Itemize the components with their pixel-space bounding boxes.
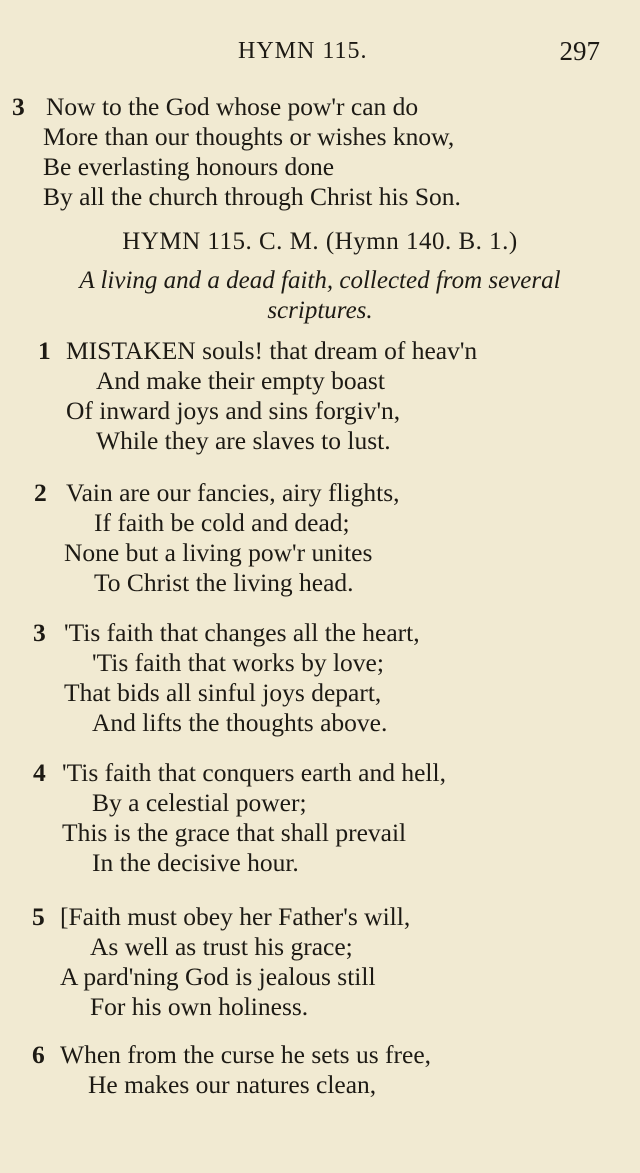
stanza-number: 1 bbox=[38, 336, 51, 365]
stanza-number: 2 bbox=[34, 478, 47, 507]
hymn-heading bbox=[0, 226, 640, 258]
stanza-number: 3 bbox=[12, 92, 25, 121]
verse-line: Be everlasting honours done bbox=[43, 152, 335, 181]
verse-line: More than our thoughts or wishes know, bbox=[43, 122, 455, 151]
verse-line: If faith be cold and dead; bbox=[94, 508, 350, 537]
verse-line: In the decisive hour. bbox=[92, 848, 299, 877]
hymn-subtitle-line1: A living and a dead faith, collected from several bbox=[79, 267, 561, 294]
stanza-number: 6 bbox=[32, 1040, 45, 1069]
verse-line: And lifts the thoughts above. bbox=[92, 708, 388, 737]
verse-line: Now to the God whose pow'r can do bbox=[46, 92, 419, 121]
stanza-number: 3 bbox=[33, 618, 46, 647]
verse-line: 'Tis faith that works by love; bbox=[92, 648, 384, 677]
verse-line: For his own holiness. bbox=[90, 992, 309, 1021]
verse-line: That bids all sinful joys depart, bbox=[64, 678, 382, 707]
verse-line: 'Tis faith that conquers earth and hell, bbox=[62, 758, 446, 787]
verse-line: While they are slaves to lust. bbox=[96, 426, 391, 455]
verse-line: Vain are our fancies, airy flights, bbox=[66, 478, 400, 507]
running-head-title: HYMN 115. bbox=[238, 38, 368, 64]
verse-line: None but a living pow'r unites bbox=[64, 538, 373, 567]
hymn-subtitle-line2: scriptures. bbox=[267, 297, 373, 324]
verse-line: This is the grace that shall prevail bbox=[62, 818, 407, 847]
hymn-title: HYMN 115. C. M. (Hymn 140. B. 1.) bbox=[122, 228, 518, 255]
verse-line: As well as trust his grace; bbox=[90, 932, 353, 961]
verse-line: And make their empty boast bbox=[96, 366, 385, 395]
verse-line: MISTAKEN souls! that dream of heav'n bbox=[66, 336, 478, 365]
verse-line: By all the church through Christ his Son. bbox=[43, 182, 461, 211]
verse-line: Of inward joys and sins forgiv'n, bbox=[66, 396, 401, 425]
verse-line: A pard'ning God is jealous still bbox=[60, 962, 376, 991]
stanza-number: 4 bbox=[33, 758, 46, 787]
verse-line: When from the curse he sets us free, bbox=[60, 1040, 432, 1069]
verse-line: He makes our natures clean, bbox=[88, 1070, 377, 1099]
verse-line: To Christ the living head. bbox=[94, 568, 354, 597]
verse-line: [Faith must obey her Father's will, bbox=[60, 902, 411, 931]
verse-line: By a celestial power; bbox=[92, 788, 307, 817]
running-head bbox=[0, 38, 640, 72]
stanza-number: 5 bbox=[32, 902, 45, 931]
page-number: 297 bbox=[559, 36, 600, 66]
verse-line: 'Tis faith that changes all the heart, bbox=[64, 618, 420, 647]
